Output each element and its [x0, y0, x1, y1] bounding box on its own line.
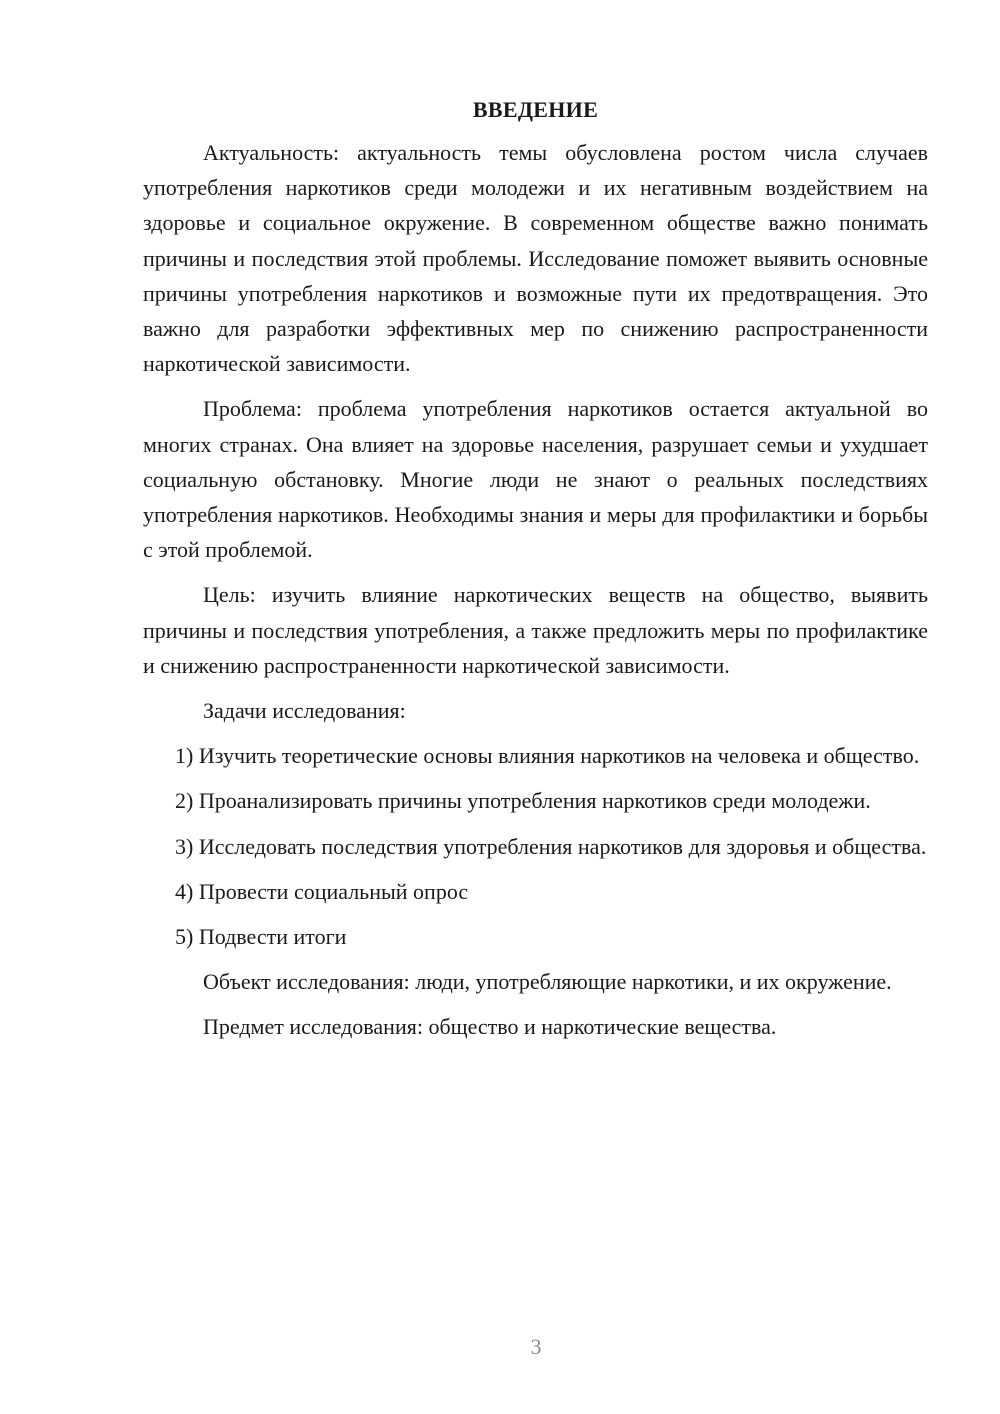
task-item-2: 2) Проанализировать причины употребления наркотиков среди молодежи.: [175, 788, 871, 814]
relevance-paragraph: Актуальность: актуальность темы обусловлена ростом числа случаев употребления наркотиков среди молодежи и их негативным воздействием на здоровье и социальное окружение. В современном обществе важно понимать причины и последствия этой проблемы. Исследование поможет выявить основные причины употребления наркотиков и возможные пути их предотвращения. Это важно для разработки эффективных мер по снижению распространенности наркотической зависимости.: [143, 140, 928, 377]
page-number: 3: [530, 1334, 542, 1359]
task-item-5: 5) Подвести итоги: [175, 924, 347, 950]
task-item-1: 1) Изучить теоретические основы влияния наркотиков на человека и общество.: [175, 743, 920, 769]
task-item-4: 4) Провести социальный опрос: [175, 878, 469, 904]
tasks-title: Задачи исследования:: [203, 698, 406, 724]
problem-paragraph: Проблема: проблема употребления наркотиков остается актуальной во многих странах. Она влияет на здоровье населения, разрушает семьи и ухудшает социальную обстановку. Многие люди не знают о реальных последствиях употребления наркотиков. Необходимы знания и меры для профилактики и борьбы с этой проблемой.: [143, 396, 928, 563]
page-content: [143, 95, 928, 1045]
tasks-list: [143, 738, 928, 954]
task-item-3: 3) Исследовать последствия употребления наркотиков для здоровья и общества.: [175, 833, 927, 859]
subject-paragraph: Предмет исследования: общество и наркотические вещества.: [203, 1014, 777, 1040]
section-heading: ВВЕДЕНИЕ: [472, 97, 599, 122]
goal-paragraph: Цель: изучить влияние наркотических веществ на общество, выявить причины и последствия употребления, а также предложить меры по профилактике и снижению распространенности наркотической зависимости.: [143, 582, 928, 678]
object-paragraph: Объект исследования: люди, употребляющие наркотики, и их окружение.: [203, 969, 892, 995]
